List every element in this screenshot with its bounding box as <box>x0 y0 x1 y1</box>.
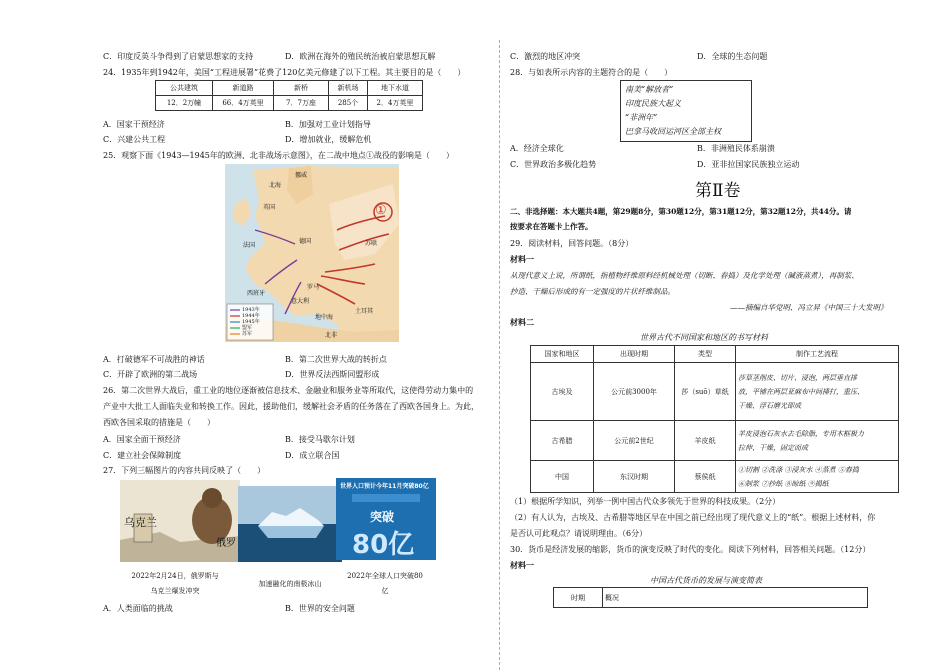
q28-box <box>620 80 752 142</box>
table-cell: 古希腊 <box>531 421 594 461</box>
q24-option-b: B．加强对工业计划指导 <box>285 120 371 129</box>
q29-sub-2: 是否认可此观点？请说明理由。（6分） <box>510 529 648 538</box>
q26-line: 产业中大批工人面临失业和转换工作。因此，援助他们，缓解社会矛盾的任务落在了西欧各国身上。为此， <box>103 402 479 411</box>
table-cell: 公元前2世纪 <box>594 421 675 461</box>
table-cell: 公元前3000年 <box>594 363 675 421</box>
q30-stem: 30．货币是经济发展的缩影，货币的演变反映了时代的变化。阅读下列材料，回答相关问题。（12分） <box>510 545 871 554</box>
q24-header: 地下水道 <box>368 81 423 96</box>
part-two-title: 第Ⅱ卷 <box>695 181 741 201</box>
q24-cell: 285个 <box>329 96 368 111</box>
table-cell: 蔡侯纸 <box>675 461 736 493</box>
table-cell: 羊皮纸 <box>675 421 736 461</box>
q28-option-d: D．亚非拉国家民族独立运动 <box>697 160 800 169</box>
q28-option-b: B．非洲殖民体系崩溃 <box>697 144 775 153</box>
q24-cell: 66．4万英里 <box>213 96 274 111</box>
conflict-cartoon-image <box>120 480 240 562</box>
table-header: 出现时期 <box>594 346 675 363</box>
map-label: 北海 <box>269 182 282 189</box>
map-label: 法国 <box>243 242 256 249</box>
map-label: 挪威 <box>295 172 308 179</box>
column-divider <box>499 40 500 670</box>
population-80-billion-image <box>336 478 436 560</box>
table-header: 时期 <box>554 588 603 608</box>
table-cell <box>736 421 899 461</box>
population-number: 80亿 <box>352 530 415 560</box>
population-word: 突破 <box>370 510 395 524</box>
q28-box-line: 巴拿马收回运河区全部主权 <box>625 127 721 136</box>
q24-option-c: C．兴建公共工程 <box>103 135 166 144</box>
table-header: 国家和地区 <box>531 346 594 363</box>
process-line: ⑥制浆 ⑦抄纸 ⑧晾纸 ⑨揭纸 <box>738 479 829 488</box>
map-label: 苏联 <box>365 240 378 247</box>
q29-material-2: 材料二 <box>510 317 534 327</box>
table-header: 概况 <box>603 588 868 608</box>
image-caption: 2022年全球人口突破80 <box>347 572 423 580</box>
q24-table <box>155 80 423 111</box>
cartoon-label: 乌克兰 <box>124 516 157 529</box>
q28-box-line: 印度民族大起义 <box>625 99 681 108</box>
q25-stem: 25．观察下面《1943—1945年的欧洲、北非战场示意图》，在二战中地点①战役的影响是（ ） <box>103 151 454 160</box>
q25-option-c: C．开辟了欧洲的第二战场 <box>103 370 198 379</box>
table-cell <box>736 363 899 421</box>
q26-option-d: D．成立联合国 <box>285 451 340 460</box>
cartoon-label: 俄罗 <box>216 538 236 549</box>
q29-table-title: 世界古代不同国家和地区的书写材料 <box>640 333 768 342</box>
table-cell: 古埃及 <box>531 363 594 421</box>
q27-option-a: A．人类面临的挑战 <box>103 604 173 613</box>
map-label: 英国 <box>263 204 276 211</box>
map-label: 德国 <box>299 238 312 245</box>
q26-line: 西欧各国采取的措施是（ ） <box>103 418 215 427</box>
q25-option-a: A．打破德军不可战胜的神话 <box>103 355 205 364</box>
table-cell: 莎（suō）草纸 <box>675 363 736 421</box>
q29-stem: 29．阅读材料，回答问题。（8分） <box>510 239 634 248</box>
instructions: 按要求在答题卡上作答。 <box>510 222 593 231</box>
q24-cell: 2．4万英里 <box>368 96 423 111</box>
map-label: 意大利 <box>291 298 310 305</box>
q28-option-a: A．经济全球化 <box>510 144 564 153</box>
table-header: 制作工艺流程 <box>736 346 899 363</box>
q26-option-c: C．建立社会保障制度 <box>103 451 182 460</box>
q29-material-1-source: ——摘编自华觉明、冯立昇《中国三十大发明》 <box>730 303 888 312</box>
q27-stem: 27．下列三幅图片的内容共同反映了（ ） <box>103 466 266 475</box>
q27-option-c: C．激烈的地区冲突 <box>510 52 581 61</box>
q25-option-d: D．世界反法西斯同盟形成 <box>285 370 380 379</box>
table-cell: 东汉时期 <box>594 461 675 493</box>
table-row <box>531 461 899 493</box>
table-row <box>531 363 899 421</box>
q29-material-1-text: 从现代意义上说，所谓纸，指植物纤维原料经机械处理（切断、舂捣）及化学处理（碱液蒸煮），再制浆、 <box>510 271 859 280</box>
q23-option-d: D．欧洲在海外的殖民统治被启蒙思想瓦解 <box>285 52 436 61</box>
melting-iceberg-image <box>238 486 342 562</box>
q28-box-line: 南美“解放者” <box>625 85 674 94</box>
currency-table <box>553 587 868 608</box>
q24-option-d: D．增加就业，缓解危机 <box>285 135 372 144</box>
q30-table-title: 中国古代货币的发展与演变简表 <box>650 576 762 585</box>
q29-material-1-text: 抄造、干燥后形成的有一定强度的片状纤维制品。 <box>510 287 675 296</box>
legend-label: 1944年 <box>242 313 260 319</box>
q24-header: 新道路 <box>213 81 274 96</box>
process-line: 莎草茎削皮、切片、浸泡，两层垂直排 <box>738 373 857 382</box>
map-label: 罗马 <box>307 284 320 291</box>
q24-cell: 12．2万幢 <box>156 96 213 111</box>
instructions: 二、非选择题：本大题共4题，第29题8分，第30题12分，第31题12分，第32题12分，共44分。请 <box>510 207 852 216</box>
process-line: 拉伸、干燥，固定而成 <box>738 443 808 452</box>
legend-label: 苏军 <box>242 331 253 337</box>
table-header: 类型 <box>675 346 736 363</box>
q29-material-1: 材料一 <box>510 254 534 264</box>
table-row <box>531 421 899 461</box>
population-banner: 世界人口预计今年11月突破80亿 <box>340 483 429 490</box>
table-cell <box>736 461 899 493</box>
q28-box-line: “非洲年” <box>625 113 658 122</box>
q29-sub-2: （2）有人认为，古埃及、古希腊等地区早在中国之前已经出现了现代意义上的“纸”。根据上述材料，你 <box>510 513 876 522</box>
q26-line: 26．第二次世界大战后，重工业的地位逐渐被信息技术、金融业和服务业等所取代，这使得劳动力集中的 <box>103 386 474 395</box>
q24-cell: 7．7万座 <box>274 96 329 111</box>
legend-label: 1943年 <box>242 307 260 313</box>
battle-marker: ① <box>375 203 387 218</box>
process-line: 放，平铺在两层亚麻布中间捶打，重压、 <box>738 387 864 396</box>
image-caption: 2022年2月24日，俄罗斯与 <box>131 572 219 580</box>
q24-option-a: A．国家干预经济 <box>103 120 165 129</box>
q24-stem: 24．1935年到1942年，美国“工程进展署”花费了120亿美元修建了以下工程。其主要目的是（ ） <box>103 68 466 77</box>
q23-option-c: C．印度反英斗争得到了启蒙思想家的支持 <box>103 52 254 61</box>
map-label: 西班牙 <box>247 290 266 297</box>
image-caption: 乌克兰爆发冲突 <box>150 587 200 595</box>
map-label: 土耳其 <box>355 308 374 315</box>
q28-option-c: C．世界政治多极化趋势 <box>510 160 597 169</box>
process-line: 干燥、浮石磨光即成 <box>738 401 801 410</box>
image-caption: 亿 <box>381 587 389 595</box>
map-label: 北非 <box>325 332 338 339</box>
writing-materials-table <box>530 345 899 493</box>
image-caption: 加速融化的南极冰山 <box>258 580 322 588</box>
legend-label: 1945年 <box>242 319 260 325</box>
q24-header: 公共建筑 <box>156 81 213 96</box>
q28-stem: 28．与如表所示内容的主题符合的是（ ） <box>510 68 673 77</box>
q29-sub-1: （1）根据所学知识，列举一例中国古代众多领先于世界的科技成果。（2分） <box>510 497 781 506</box>
process-line: 羊皮浸泡石灰水去毛除脂，专用木框极力 <box>738 429 864 438</box>
q24-header: 新桥 <box>274 81 329 96</box>
legend-label: 盟军 <box>242 325 253 331</box>
process-line: ①切割 ②洗涤 ③浸灰水 ④蒸煮 ⑤舂捣 <box>738 465 859 474</box>
table-cell: 中国 <box>531 461 594 493</box>
q27-option-d: D．全球的生态问题 <box>697 52 768 61</box>
q30-material-1: 材料一 <box>510 560 534 570</box>
map-label: 地中海 <box>315 314 334 321</box>
q24-header: 新机场 <box>329 81 368 96</box>
q26-option-b: B．接受马歇尔计划 <box>285 435 355 444</box>
q25-option-b: B．第二次世界大战的转折点 <box>285 355 387 364</box>
europe-war-map <box>225 164 399 342</box>
q26-option-a: A．国家全面干预经济 <box>103 435 181 444</box>
q27-option-b: B．世界的安全问题 <box>285 604 355 613</box>
